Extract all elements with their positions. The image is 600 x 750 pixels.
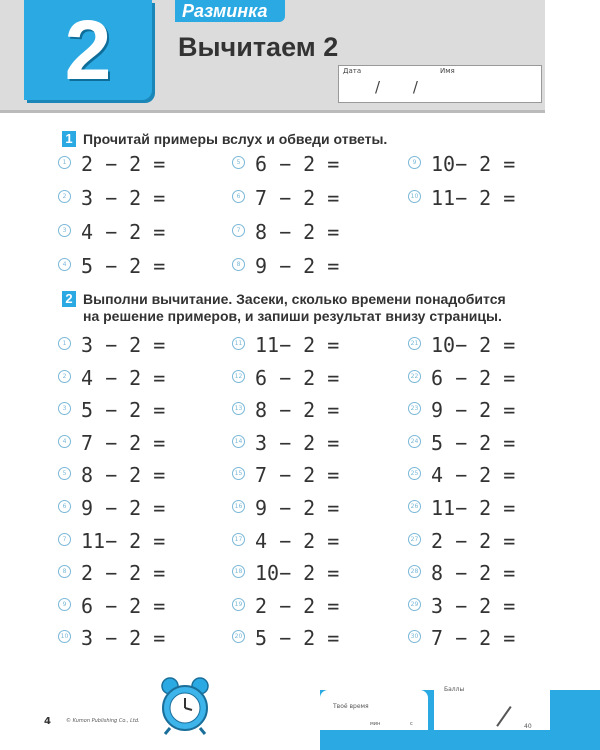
exercise-number: 28 <box>408 565 421 578</box>
exercise-number: 13 <box>232 402 245 415</box>
exercise-number: 12 <box>232 370 245 383</box>
alarm-clock-icon <box>150 676 220 736</box>
exercise-number: 23 <box>408 402 421 415</box>
lesson-number: 2 <box>64 3 112 97</box>
exercise-number: 8 <box>232 258 245 271</box>
score-max: 40 <box>524 723 532 730</box>
exercise-expression: 10− 2 = <box>255 561 340 586</box>
exercise-expression: 3 − 2 = <box>255 430 340 455</box>
score-label: Баллы <box>444 686 465 693</box>
exercise-number: 6 <box>58 500 71 513</box>
exercise-expression: 11− 2 = <box>81 528 166 553</box>
exercise-number: 15 <box>232 467 245 480</box>
exercise-number: 16 <box>232 500 245 513</box>
exercise-number: 10 <box>408 190 421 203</box>
page-title: Вычитаем 2 <box>178 32 339 62</box>
exercise-expression: 8 − 2 = <box>255 398 340 423</box>
section2-number: 2 <box>62 291 76 307</box>
exercise-expression: 5 − 2 = <box>81 254 166 278</box>
exercise-expression: 3 − 2 = <box>81 186 166 210</box>
exercise-number: 21 <box>408 337 421 350</box>
exercise-expression: 4 − 2 = <box>431 463 516 488</box>
name-label: Имя <box>440 67 455 75</box>
section1-instruction: Прочитай примеры вслух и обведи ответы. <box>83 131 388 147</box>
section2-instruction-line2: на решение примеров, и запиши результат внизу страницы. <box>83 308 502 324</box>
exercise-number: 2 <box>58 190 71 203</box>
time-min-label: мин <box>370 721 381 727</box>
exercise-expression: 9 − 2 = <box>255 254 340 278</box>
exercise-expression: 10− 2 = <box>431 152 516 176</box>
exercise-number: 4 <box>58 435 71 448</box>
exercise-number: 8 <box>58 565 71 578</box>
exercise-expression: 7 − 2 = <box>81 430 166 455</box>
exercise-number: 1 <box>58 156 71 169</box>
exercise-expression: 7 − 2 = <box>255 186 340 210</box>
section-label: Разминка <box>182 1 268 21</box>
exercise-number: 17 <box>232 533 245 546</box>
exercise-number: 10 <box>58 630 71 643</box>
exercise-expression: 6 − 2 = <box>81 593 166 618</box>
exercise-expression: 4 − 2 = <box>81 365 166 390</box>
copyright: © Kumon Publishing Co., Ltd. <box>66 718 140 724</box>
section1-number: 1 <box>62 131 76 147</box>
exercise-expression: 7 − 2 = <box>431 626 516 651</box>
page-number: 4 <box>44 716 51 727</box>
exercise-expression: 10− 2 = <box>431 333 516 357</box>
exercise-number: 14 <box>232 435 245 448</box>
exercise-number: 7 <box>232 224 245 237</box>
exercise-expression: 9 − 2 = <box>81 496 166 520</box>
exercise-number: 9 <box>408 156 421 169</box>
exercise-number: 29 <box>408 598 421 611</box>
exercise-expression: 11− 2 = <box>431 186 516 210</box>
exercise-number: 9 <box>58 598 71 611</box>
exercise-number: 7 <box>58 533 71 546</box>
exercise-expression: 9 − 2 = <box>255 496 340 520</box>
time-label: Твоё время <box>333 703 369 710</box>
section2-instruction-line1: Выполни вычитание. Засеки, сколько времени понадобится <box>83 291 506 307</box>
exercise-expression: 7 − 2 = <box>255 463 340 488</box>
exercise-number: 5 <box>58 467 71 480</box>
time-sec-label: с <box>410 721 413 727</box>
exercise-number: 26 <box>408 500 421 513</box>
exercise-number: 18 <box>232 565 245 578</box>
exercise-expression: 2 − 2 = <box>255 593 340 618</box>
exercise-number: 20 <box>232 630 245 643</box>
exercise-number: 2 <box>58 370 71 383</box>
exercise-expression: 3 − 2 = <box>81 333 166 357</box>
exercise-expression: 8 − 2 = <box>431 561 516 586</box>
exercise-number: 30 <box>408 630 421 643</box>
date-separators: / / <box>375 78 432 96</box>
exercise-number: 19 <box>232 598 245 611</box>
exercise-number: 22 <box>408 370 421 383</box>
date-label: Дата <box>343 67 362 75</box>
exercise-expression: 11− 2 = <box>255 333 340 357</box>
exercise-number: 4 <box>58 258 71 271</box>
exercise-number: 27 <box>408 533 421 546</box>
exercise-expression: 4 − 2 = <box>255 528 340 553</box>
exercise-expression: 11− 2 = <box>431 496 516 520</box>
exercise-expression: 5 − 2 = <box>81 398 166 423</box>
exercise-expression: 6 − 2 = <box>255 152 340 176</box>
exercise-expression: 3 − 2 = <box>81 626 166 651</box>
exercise-expression: 4 − 2 = <box>81 220 166 244</box>
exercise-expression: 9 − 2 = <box>431 398 516 423</box>
exercise-expression: 8 − 2 = <box>255 220 340 244</box>
exercise-number: 6 <box>232 190 245 203</box>
exercise-number: 3 <box>58 402 71 415</box>
exercise-expression: 6 − 2 = <box>255 365 340 390</box>
exercise-number: 5 <box>232 156 245 169</box>
exercise-expression: 5 − 2 = <box>431 430 516 455</box>
exercise-number: 11 <box>232 337 245 350</box>
exercise-expression: 6 − 2 = <box>431 365 516 390</box>
exercise-number: 3 <box>58 224 71 237</box>
exercise-number: 1 <box>58 337 71 350</box>
exercise-number: 24 <box>408 435 421 448</box>
exercise-expression: 2 − 2 = <box>81 561 166 586</box>
exercise-expression: 3 − 2 = <box>431 593 516 618</box>
exercise-expression: 8 − 2 = <box>81 463 166 488</box>
exercise-expression: 5 − 2 = <box>255 626 340 651</box>
exercise-expression: 2 − 2 = <box>431 528 516 553</box>
exercise-expression: 2 − 2 = <box>81 152 166 176</box>
exercise-number: 25 <box>408 467 421 480</box>
